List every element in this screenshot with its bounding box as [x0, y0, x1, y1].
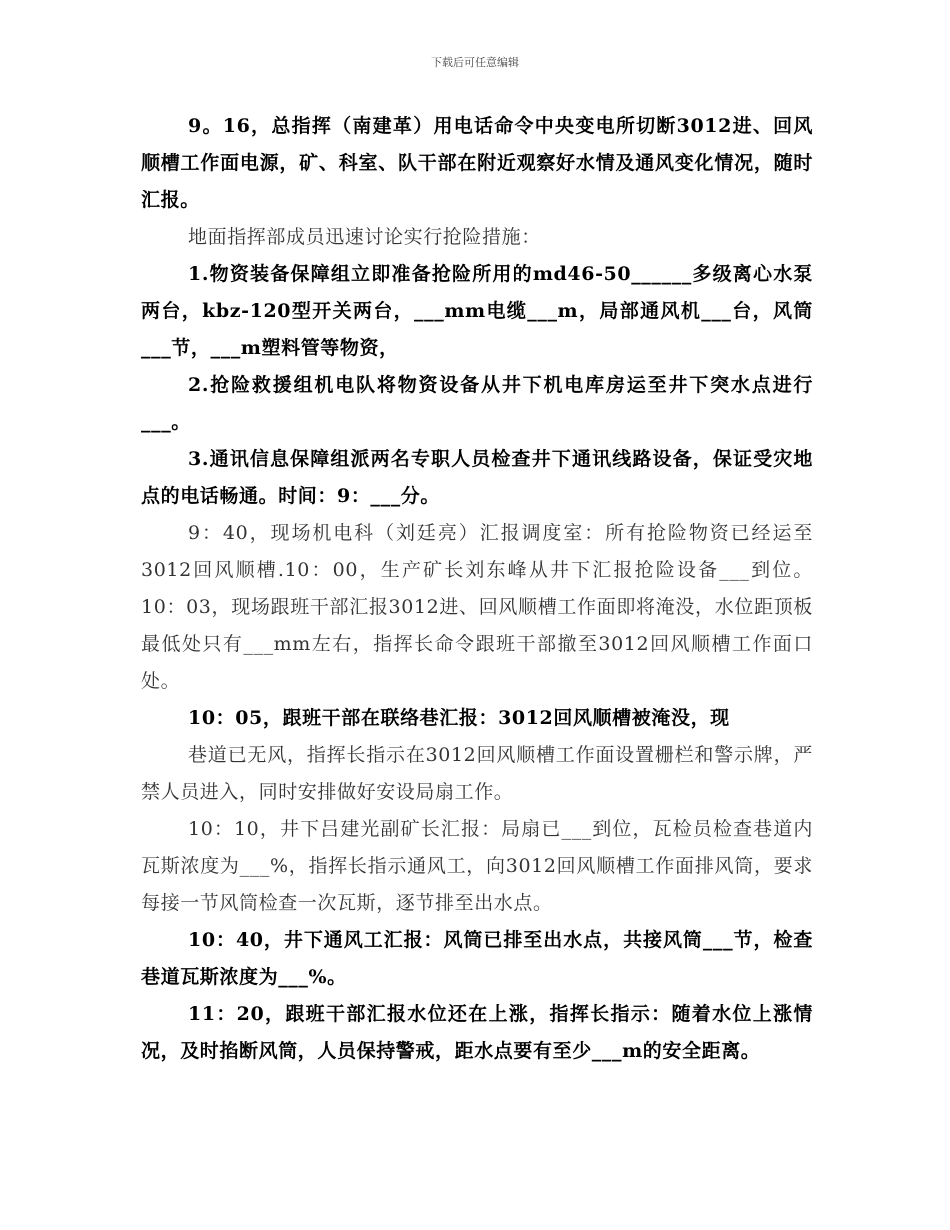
paragraph-communications: 3.通讯信息保障组派两名专职人员检查井下通讯线路设备，保证受灾地点的电话畅通。时间：9：___分。 [141, 448, 813, 507]
paragraph-power-cutoff: 9。16，总指挥（南建革）用电话命令中央变电所切断3012进、回风顺槽工作面电源，矿、科室、队干部在附近观察好水情及通风变化情况，随时汇报。 [141, 115, 813, 211]
paragraph-report-1040: 10：40，井下通风工汇报：风筒已排至出水点，共接风筒___节，检查巷道瓦斯浓度为___%。 [141, 929, 813, 988]
paragraph-report-0940: 9：40，现场机电科（刘廷亮）汇报调度室：所有抢险物资已经运至3012回风顺槽.10：00，生产矿长刘东峰从井下汇报抢险设备___到位。10：03，现场跟班干部汇报3012进、回风顺槽工作面即将淹没，水位距顶板最低处只有___mm左右，指挥长命令跟班干部撤至3012回风顺槽工作面口处。 [141, 522, 813, 692]
paragraph-rescue-measures-intro: 地面指挥部成员迅速讨论实行抢险措施： [188, 226, 541, 248]
document-body [141, 108, 813, 1070]
paragraph-roadway-no-wind: 巷道已无风，指挥长指示在3012回风顺槽工作面设置栅栏和警示牌，严禁人员进入，同时安排做好安设局扇工作。 [141, 744, 813, 803]
paragraph-report-1010: 10：10，井下吕建光副矿长汇报：局扇已___到位，瓦检员检查巷道内瓦斯浓度为___%，指挥长指示通风工，向3012回风顺槽工作面排风筒，要求每接一节风筒检查一次瓦斯，逐节排至出水点。 [141, 818, 813, 914]
paragraph-report-1120: 11：20，跟班干部汇报水位还在上涨，指挥长指示：随着水位上涨情况，及时掐断风筒，人员保持警戒，距水点要有至少___m的安全距离。 [141, 1003, 813, 1062]
paragraph-report-1005: 10：05，跟班干部在联络巷汇报：3012回风顺槽被淹没，现 [188, 707, 730, 729]
paragraph-rescue-transport: 2.抢险救援组机电队将物资设备从井下机电库房运至井下突水点进行___。 [141, 374, 813, 433]
paragraph-material-supply: 1.物资装备保障组立即准备抢险所用的md46-50______多级离心水泵两台，kbz-120型开关两台，___mm电缆___m，局部通风机___台，风筒___节，___m塑料管等物资， [141, 263, 813, 359]
page-header: 下载后可任意编辑 [431, 56, 519, 69]
